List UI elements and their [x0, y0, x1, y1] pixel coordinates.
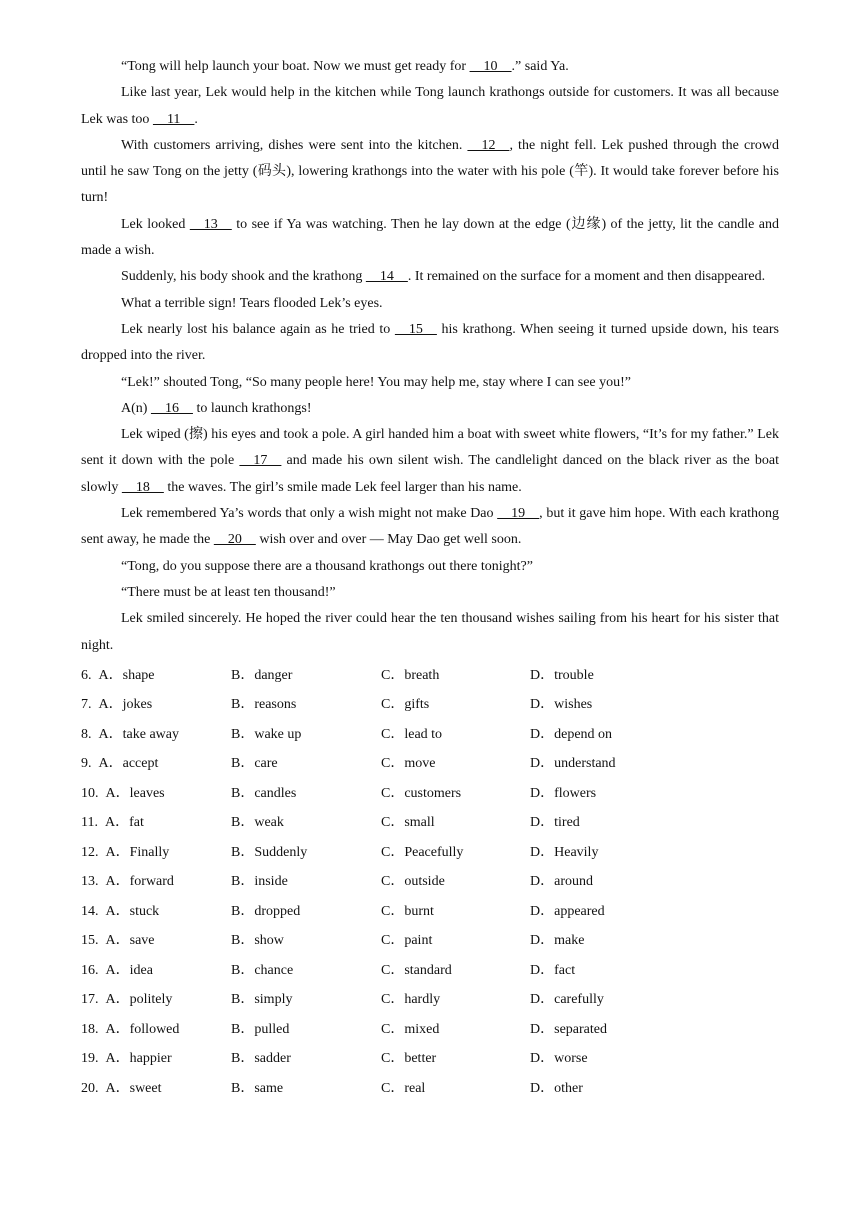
option-a	[81, 867, 174, 897]
blank: 17	[239, 453, 282, 469]
passage-paragraph	[81, 580, 779, 606]
question-row	[81, 1074, 779, 1104]
option-letter: A．	[97, 815, 130, 831]
passage-text: A(n)	[121, 400, 151, 416]
option-letter: C．	[381, 1021, 405, 1037]
option-text: fat	[129, 815, 144, 831]
option-letter: A．	[91, 726, 123, 742]
option-c	[381, 926, 432, 956]
passage-text: Lek remembered Ya’s words that only a wish might not make Dao	[121, 506, 498, 522]
question-number: 19.	[81, 1051, 99, 1067]
blank: 15	[394, 321, 437, 337]
option-c	[381, 808, 435, 838]
option-letter: C．	[381, 697, 405, 713]
passage-text: , the night fell. Lek pushed through the crowd until he saw Tong on the jetty (码头), lowering krathongs into the water with his pole (竿). It would take forever before his turn!	[81, 137, 780, 206]
option-text: dropped	[254, 903, 301, 919]
passage-paragraph	[81, 396, 779, 422]
option-letter: A．	[91, 697, 123, 713]
question-number: 10.	[81, 785, 99, 801]
option-c	[381, 720, 442, 750]
option-letter: D．	[530, 844, 555, 860]
option-a	[81, 897, 159, 927]
passage-text: Lek wiped (擦) his eyes and took a pole. A girl handed him a boat with sweet white flowers, “It’s for my father.” Lek sent it down with the pole	[81, 427, 779, 469]
option-letter: B．	[231, 1051, 255, 1067]
option-d	[530, 690, 592, 720]
option-b	[231, 867, 288, 897]
option-b	[231, 720, 301, 750]
option-text: separated	[554, 1021, 607, 1037]
option-letter: C．	[381, 844, 405, 860]
option-letter: B．	[231, 874, 255, 890]
option-b	[231, 779, 296, 809]
option-text: standard	[404, 962, 452, 978]
option-text: mixed	[404, 1021, 440, 1037]
passage-text: wish over and over — May Dao get well soon.	[255, 532, 522, 548]
option-text: worse	[554, 1051, 588, 1067]
option-letter: C．	[381, 1080, 405, 1096]
question-row	[81, 926, 779, 956]
question-number: 9.	[81, 756, 92, 772]
passage-paragraph	[81, 291, 779, 317]
passage-text: Lek looked	[121, 216, 190, 232]
passage-paragraph	[81, 212, 779, 265]
question-number: 6.	[81, 667, 92, 683]
option-letter: B．	[231, 726, 255, 742]
option-text: make	[554, 933, 585, 949]
option-b	[231, 661, 292, 691]
question-row	[81, 838, 779, 868]
passage-text: .	[194, 111, 198, 127]
option-text: Finally	[129, 844, 170, 860]
question-number: 18.	[81, 1021, 99, 1037]
option-letter: C．	[381, 874, 405, 890]
option-text: reasons	[254, 697, 297, 713]
option-letter: C．	[381, 962, 405, 978]
option-d	[530, 985, 604, 1015]
option-letter: B．	[231, 785, 255, 801]
option-text: danger	[254, 667, 293, 683]
option-letter: D．	[530, 1021, 555, 1037]
option-b	[231, 749, 278, 779]
option-letter: A．	[98, 874, 130, 890]
option-text: Heavily	[554, 844, 599, 860]
question-row	[81, 690, 779, 720]
option-text: sadder	[254, 1051, 291, 1067]
question-row	[81, 661, 779, 691]
option-text: idea	[129, 962, 153, 978]
option-text: lead to	[404, 726, 443, 742]
question-row	[81, 1015, 779, 1045]
passage-paragraph	[81, 54, 779, 80]
option-text: better	[404, 1051, 437, 1067]
option-letter: D．	[530, 1080, 555, 1096]
passage-paragraph	[81, 606, 779, 659]
option-text: paint	[404, 933, 433, 949]
passage-text: to launch krathongs!	[192, 400, 312, 416]
passage-text: With customers arriving, dishes were sent into the kitchen.	[121, 137, 468, 153]
option-c	[381, 985, 440, 1015]
option-text: flowers	[554, 785, 597, 801]
exam-page	[81, 54, 779, 1103]
option-text: breath	[404, 667, 440, 683]
option-text: move	[404, 756, 436, 772]
option-letter: A．	[98, 933, 130, 949]
passage-text: “Tong, do you suppose there are a thousand krathongs out there tonight?”	[121, 558, 533, 574]
question-number: 11.	[81, 815, 98, 831]
option-letter: D．	[530, 667, 555, 683]
option-b	[231, 838, 307, 868]
option-letter: C．	[381, 756, 405, 772]
option-b	[231, 1044, 291, 1074]
option-letter: A．	[98, 962, 130, 978]
option-letter: D．	[530, 756, 555, 772]
option-text: trouble	[554, 667, 594, 683]
option-text: gifts	[404, 697, 430, 713]
option-text: chance	[254, 962, 294, 978]
option-a	[81, 661, 155, 691]
question-number: 8.	[81, 726, 92, 742]
question-row	[81, 867, 779, 897]
passage-text: “Tong will help launch your boat. Now we must get ready for	[121, 59, 470, 74]
answer-options-list	[81, 661, 779, 1104]
option-text: candles	[254, 785, 297, 801]
passage-paragraph	[81, 501, 779, 554]
option-letter: A．	[98, 1021, 130, 1037]
option-text: simply	[254, 992, 293, 1008]
option-letter: B．	[231, 1021, 255, 1037]
option-a	[81, 985, 172, 1015]
option-text: tired	[554, 815, 580, 831]
option-letter: D．	[530, 785, 555, 801]
passage-text: “There must be at least ten thousand!”	[121, 584, 336, 600]
option-letter: C．	[381, 992, 405, 1008]
question-number: 12.	[81, 844, 99, 860]
option-text: understand	[554, 756, 616, 772]
option-text: wishes	[554, 697, 593, 713]
option-letter: A．	[98, 992, 130, 1008]
question-number: 17.	[81, 992, 99, 1008]
option-letter: A．	[98, 1051, 130, 1067]
passage-paragraph	[81, 264, 779, 290]
option-d	[530, 897, 605, 927]
option-letter: D．	[530, 903, 555, 919]
option-text: pulled	[254, 1021, 290, 1037]
option-a	[81, 1044, 172, 1074]
option-text: sweet	[129, 1080, 162, 1096]
option-letter: D．	[530, 726, 555, 742]
option-c	[381, 1044, 436, 1074]
option-letter: B．	[231, 992, 255, 1008]
option-letter: A．	[91, 667, 123, 683]
option-letter: B．	[231, 697, 255, 713]
blank: 16	[150, 400, 193, 416]
option-text: small	[404, 815, 435, 831]
option-letter: A．	[98, 903, 130, 919]
option-c	[381, 956, 452, 986]
option-text: around	[554, 874, 594, 890]
option-letter: D．	[530, 1051, 555, 1067]
option-text: hardly	[404, 992, 441, 1008]
option-text: customers	[404, 785, 462, 801]
option-c	[381, 749, 435, 779]
option-c	[381, 690, 429, 720]
option-b	[231, 926, 284, 956]
option-a	[81, 1074, 162, 1104]
option-c	[381, 661, 439, 691]
option-a	[81, 838, 169, 868]
passage-text: and made his own silent wish. The candlelight danced on the black river as the boat slowly	[81, 453, 779, 495]
option-text: leaves	[129, 785, 165, 801]
question-number: 7.	[81, 697, 92, 713]
option-letter: D．	[530, 815, 555, 831]
option-b	[231, 690, 296, 720]
option-text: Suddenly	[254, 844, 308, 860]
option-text: same	[254, 1080, 284, 1096]
passage-text: Lek smiled sincerely. He hoped the river could hear the ten thousand wishes sailing from his heart for his sister that night.	[81, 611, 779, 653]
option-text: wake up	[254, 726, 302, 742]
option-text: inside	[254, 874, 288, 890]
option-d	[530, 1074, 583, 1104]
option-letter: C．	[381, 815, 405, 831]
option-text: shape	[122, 667, 155, 683]
option-d	[530, 749, 616, 779]
option-letter: B．	[231, 667, 255, 683]
passage-paragraph	[81, 317, 779, 370]
option-letter: B．	[231, 962, 255, 978]
option-letter: A．	[98, 785, 130, 801]
blank: 12	[467, 137, 510, 153]
option-b	[231, 956, 293, 986]
option-letter: A．	[98, 844, 130, 860]
option-text: show	[254, 933, 284, 949]
question-number: 15.	[81, 933, 99, 949]
passage-text: . It remained on the surface for a moment and then disappeared.	[407, 269, 766, 285]
option-letter: D．	[530, 992, 555, 1008]
passage-text: “Lek!” shouted Tong, “So many people here! You may help me, stay where I can see you!”	[121, 374, 631, 390]
passage-text: Like last year, Lek would help in the kitchen while Tong launch krathongs outside for customers. It was all because Lek was too	[81, 85, 779, 127]
option-d	[530, 1044, 588, 1074]
option-text: happier	[129, 1051, 172, 1067]
option-text: weak	[254, 815, 284, 831]
option-letter: D．	[530, 697, 555, 713]
option-d	[530, 926, 584, 956]
passage-paragraph	[81, 370, 779, 396]
passage-paragraph	[81, 80, 779, 133]
option-c	[381, 897, 434, 927]
option-a	[81, 808, 144, 838]
option-a	[81, 926, 155, 956]
option-text: followed	[129, 1021, 180, 1037]
passage-text: the waves. The girl’s smile made Lek feel larger than his name.	[163, 479, 522, 495]
option-letter: C．	[381, 1051, 405, 1067]
option-text: politely	[129, 992, 173, 1008]
blank: 18	[121, 479, 164, 495]
question-number: 14.	[81, 903, 99, 919]
question-row	[81, 779, 779, 809]
option-letter: C．	[381, 903, 405, 919]
passage-text: .” said Ya.	[511, 59, 569, 74]
option-b	[231, 808, 284, 838]
option-d	[530, 661, 594, 691]
option-letter: C．	[381, 785, 405, 801]
blank: 11	[152, 111, 195, 127]
question-row	[81, 897, 779, 927]
option-d	[530, 779, 596, 809]
reading-passage	[81, 54, 779, 659]
option-a	[81, 749, 158, 779]
option-letter: B．	[231, 756, 255, 772]
option-text: real	[404, 1080, 426, 1096]
option-b	[231, 1015, 289, 1045]
question-row	[81, 720, 779, 750]
option-c	[381, 838, 463, 868]
option-letter: C．	[381, 933, 405, 949]
option-d	[530, 1015, 607, 1045]
passage-text: Suddenly, his body shook and the krathong	[121, 269, 366, 285]
passage-text: , but it gave him hope. With each krathong sent away, he made the	[81, 506, 779, 548]
option-text: fact	[554, 962, 576, 978]
option-a	[81, 1015, 179, 1045]
option-text: care	[254, 756, 278, 772]
option-d	[530, 867, 593, 897]
option-letter: B．	[231, 903, 255, 919]
passage-paragraph	[81, 554, 779, 580]
option-b	[231, 1074, 283, 1104]
option-text: other	[554, 1080, 583, 1096]
option-text: appeared	[554, 903, 605, 919]
question-number: 16.	[81, 962, 99, 978]
option-b	[231, 985, 292, 1015]
option-a	[81, 779, 165, 809]
question-row	[81, 985, 779, 1015]
option-d	[530, 956, 575, 986]
option-text: jokes	[122, 697, 153, 713]
blank: 19	[497, 506, 540, 522]
option-text: take away	[122, 726, 179, 742]
question-row	[81, 808, 779, 838]
option-text: Peacefully	[404, 844, 464, 860]
option-text: depend on	[554, 726, 613, 742]
option-letter: B．	[231, 933, 255, 949]
question-row	[81, 749, 779, 779]
option-b	[231, 897, 300, 927]
passage-paragraph	[81, 133, 779, 212]
option-letter: D．	[530, 933, 555, 949]
option-text: burnt	[404, 903, 434, 919]
option-text: carefully	[554, 992, 604, 1008]
option-c	[381, 1074, 425, 1104]
question-number: 20.	[81, 1080, 99, 1096]
option-letter: C．	[381, 726, 405, 742]
option-text: accept	[122, 756, 159, 772]
question-row	[81, 1044, 779, 1074]
passage-text: Lek nearly lost his balance again as he tried to	[121, 321, 395, 337]
passage-text: to see if Ya was watching. Then he lay down at the edge (边缘) of the jetty, lit the candle and made a wish.	[81, 216, 780, 259]
option-d	[530, 838, 598, 868]
blank: 20	[213, 532, 256, 548]
option-a	[81, 720, 179, 750]
option-a	[81, 956, 153, 986]
option-c	[381, 867, 445, 897]
option-letter: B．	[231, 1080, 255, 1096]
option-letter: C．	[381, 667, 405, 683]
option-text: stuck	[129, 903, 160, 919]
blank: 13	[189, 216, 232, 232]
option-letter: B．	[231, 815, 255, 831]
option-letter: A．	[91, 756, 123, 772]
passage-paragraph	[81, 422, 779, 501]
option-a	[81, 690, 152, 720]
blank: 10	[469, 59, 512, 74]
option-letter: D．	[530, 874, 555, 890]
option-letter: A．	[98, 1080, 130, 1096]
option-letter: B．	[231, 844, 255, 860]
passage-text: What a terrible sign! Tears flooded Lek’s eyes.	[121, 295, 383, 311]
option-c	[381, 1015, 439, 1045]
option-d	[530, 808, 580, 838]
option-letter: D．	[530, 962, 555, 978]
option-d	[530, 720, 612, 750]
question-row	[81, 956, 779, 986]
option-text: save	[129, 933, 155, 949]
question-number: 13.	[81, 874, 99, 890]
option-text: forward	[129, 874, 174, 890]
blank: 14	[365, 269, 408, 285]
option-text: outside	[404, 874, 445, 890]
passage-text: his krathong. When seeing it turned upside down, his tears dropped into the river.	[81, 321, 779, 364]
option-c	[381, 779, 461, 809]
